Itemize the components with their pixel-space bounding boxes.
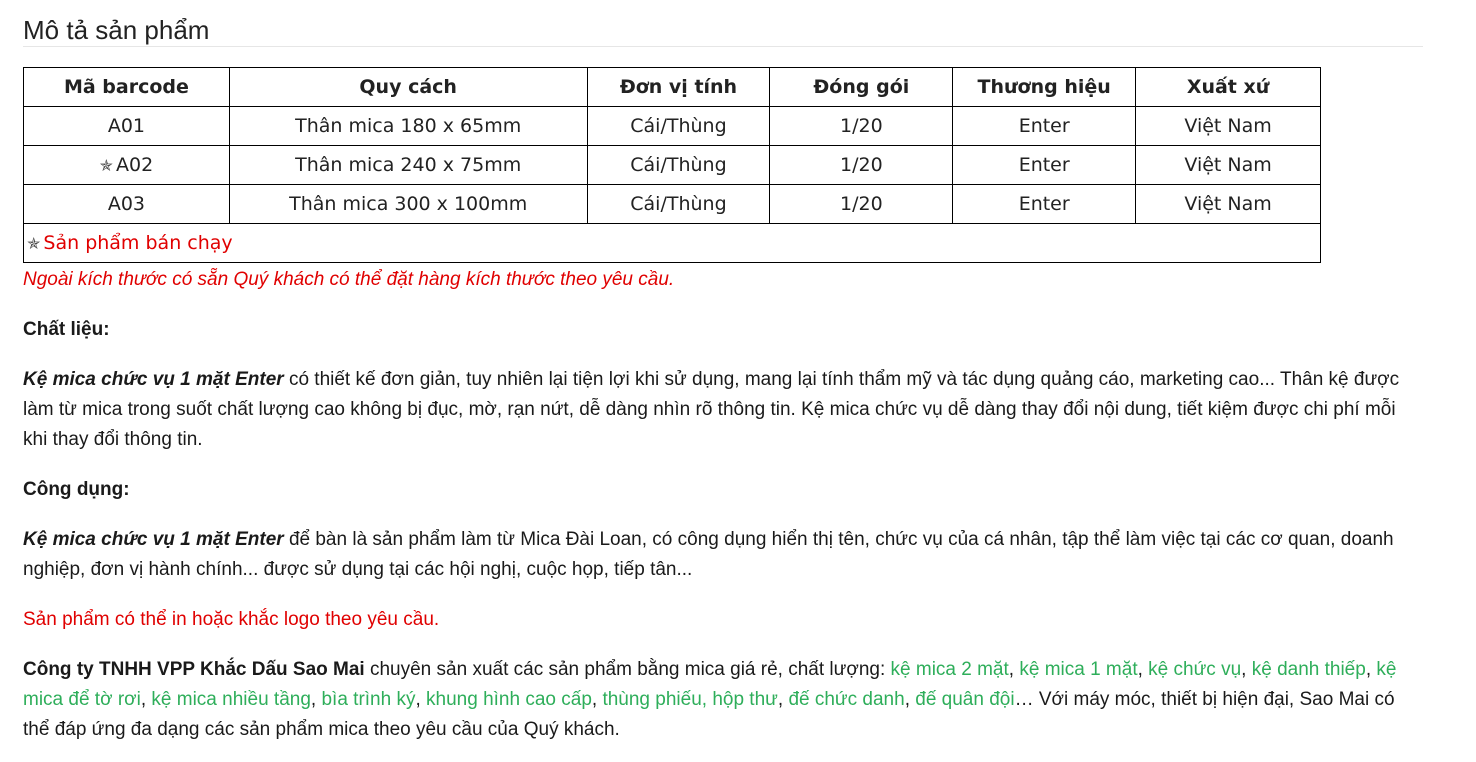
bestseller-note [24, 224, 1321, 263]
cell-unit: Cái/Thùng [587, 185, 770, 224]
usage-heading: Công dụng: [23, 479, 130, 500]
barcode-value: A02 [116, 154, 154, 176]
link-de-chuc-danh[interactable]: đế chức danh [788, 689, 905, 710]
table-note-row [24, 224, 1321, 263]
company-paragraph: Công ty TNHH VPP Khắc Dấu Sao Mai chuyên sản xuất các sản phẩm bằng mica giá rẻ, chất lượng: kệ mica 2 mặt, kệ mica 1 mặt, kệ chức vụ, kệ danh thiếp, kệ mica để tờ rơi, kệ mica nhiều tầng, bìa trình ký, khung hình cao cấp, thùng phiếu, hộp thư, đế chức danh, đế quân đội… Với máy móc, thiết bị hiện đại, Sao Mai có thể đáp ứng đa dạng các sản phẩm mica theo yêu cầu của Quý khách. [23, 659, 1397, 740]
section-title: Mô tả sản phẩm [23, 0, 1423, 47]
cell-brand: Enter [953, 107, 1136, 146]
cell-brand: Enter [953, 185, 1136, 224]
cell-packing: 1/20 [770, 185, 953, 224]
table-row [24, 146, 1321, 185]
link-khung-hinh-cao-cap[interactable]: khung hình cao cấp [426, 689, 592, 710]
logo-note: Sản phẩm có thể in hoặc khắc logo theo yêu cầu. [23, 609, 440, 630]
col-barcode: Mã barcode [24, 68, 230, 107]
col-origin: Xuất xứ [1136, 68, 1321, 107]
company-name: Công ty TNHH VPP Khắc Dấu Sao Mai [23, 659, 365, 680]
col-unit: Đơn vị tính [587, 68, 770, 107]
link-ke-mica-2-mat[interactable]: kệ mica 2 mặt [890, 659, 1009, 680]
link-thung-phieu-hop-thu[interactable]: thùng phiếu, hộp thư [602, 689, 778, 710]
usage-paragraph [23, 525, 1423, 585]
star-icon: ✯ [27, 234, 41, 253]
table-row [24, 107, 1321, 146]
cell-barcode: A01 [24, 107, 230, 146]
custom-size-note: Ngoài kích thước có sẵn Quý khách có thể đặt hàng kích thước theo yêu cầu. [23, 269, 675, 290]
cell-unit: Cái/Thùng [587, 107, 770, 146]
col-brand: Thương hiệu [953, 68, 1136, 107]
link-ke-mica-de-to-roi[interactable]: kệ mica để tờ rơi [23, 659, 1397, 710]
cell-spec: Thân mica 240 x 75mm [229, 146, 587, 185]
col-spec: Quy cách [229, 68, 587, 107]
product-description [23, 0, 1423, 745]
material-heading: Chất liệu: [23, 319, 110, 340]
col-packing: Đóng gói [770, 68, 953, 107]
usage-body: để bàn là sản phẩm làm từ Mica Đài Loan, có công dụng hiển thị tên, chức vụ của cá nhân, tập thể làm việc tại các cơ quan, doanh nghiệp, đơn vị hành chính... được sử dụng tại các hội nghị, cuộc họp, tiếp tân... [23, 529, 1394, 580]
link-ke-chuc-vu[interactable]: kệ chức vụ [1148, 659, 1242, 680]
cell-unit: Cái/Thùng [587, 146, 770, 185]
table-row [24, 185, 1321, 224]
cell-packing: 1/20 [770, 107, 953, 146]
material-paragraph [23, 365, 1423, 455]
cell-origin: Việt Nam [1136, 146, 1321, 185]
cell-spec: Thân mica 180 x 65mm [229, 107, 587, 146]
usage-lead: Kệ mica chức vụ 1 mặt Enter [23, 529, 284, 550]
link-ke-danh-thiep[interactable]: kệ danh thiếp [1251, 659, 1366, 680]
company-intro: chuyên sản xuất các sản phẩm bằng mica giá rẻ, chất lượng: [364, 659, 891, 680]
link-ke-mica-nhieu-tang[interactable]: kệ mica nhiều tầng [151, 689, 311, 710]
bestseller-label: Sản phẩm bán chạy [43, 232, 233, 254]
cell-spec: Thân mica 300 x 100mm [229, 185, 587, 224]
cell-origin: Việt Nam [1136, 107, 1321, 146]
cell-origin: Việt Nam [1136, 185, 1321, 224]
table-header-row [24, 68, 1321, 107]
link-bia-trinh-ky[interactable]: bìa trình ký [321, 689, 416, 710]
cell-barcode: A03 [24, 185, 230, 224]
company-outro: … Với máy móc, thiết bị hiện đại, Sao Mai có thể đáp ứng đa dạng các sản phẩm mica theo yêu cầu của Quý khách. [23, 689, 1395, 740]
star-icon: ✯ [99, 156, 114, 175]
cell-packing: 1/20 [770, 146, 953, 185]
cell-brand: Enter [953, 146, 1136, 185]
material-body: có thiết kế đơn giản, tuy nhiên lại tiện lợi khi sử dụng, mang lại tính thẩm mỹ và tác dụng quảng cáo, marketing cao... Thân kệ được làm từ mica trong suốt chất lượng cao không bị đục, mờ, rạn nứt, dễ dàng nhìn rõ thông tin. Kệ mica chức vụ dễ dàng thay đổi nội dung, tiết kiệm được chi phí mỗi khi thay đổi thông tin. [23, 369, 1400, 450]
link-de-quan-doi[interactable]: đế quân đội [915, 689, 1015, 710]
spec-table [23, 67, 1321, 263]
cell-barcode [24, 146, 230, 185]
link-ke-mica-1-mat[interactable]: kệ mica 1 mặt [1019, 659, 1138, 680]
material-lead: Kệ mica chức vụ 1 mặt Enter [23, 369, 284, 390]
